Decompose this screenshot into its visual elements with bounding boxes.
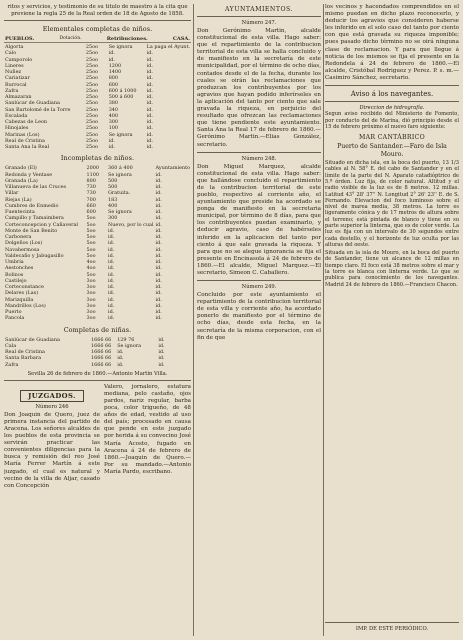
casa-cell: id.	[155, 215, 162, 222]
retribucion-cell: Se ignora	[108, 209, 132, 215]
retribucion-cell: 400	[108, 112, 119, 119]
casa-cell: id.	[155, 234, 162, 240]
table-row	[4, 165, 191, 171]
table-ninas	[4, 337, 191, 368]
dotacion-cell: 800	[86, 177, 96, 184]
dotacion-cell: 5oo	[86, 215, 96, 222]
table-elementales	[4, 44, 191, 150]
casa-cell: id.	[155, 184, 162, 190]
pueblo-cell: Marizquilla	[5, 296, 34, 303]
retribucion-cell: 400	[108, 202, 118, 209]
dotacion-cell: 25oo	[85, 75, 98, 82]
casa-cell: id.	[146, 137, 153, 144]
dotacion-cell: 730	[86, 190, 96, 197]
casa-cell: id.	[146, 69, 153, 75]
dotacion-cell: 25oo	[85, 131, 98, 138]
casa-cell: id.	[146, 119, 153, 125]
pueblo-cell: Sanlúcar de Guadiana	[5, 100, 60, 107]
dotacion-cell: 5oo	[86, 271, 96, 278]
casa-cell: id.	[158, 361, 165, 368]
retribucion-cell: id.	[108, 50, 115, 57]
casa-cell: id.	[146, 56, 153, 63]
retribucion-cell: id.	[108, 144, 115, 150]
dotacion-cell: 5oo	[86, 246, 96, 253]
pueblo-cell: Zafra	[5, 87, 19, 94]
divider	[4, 380, 191, 381]
dotacion-cell: 1666 66	[91, 355, 112, 362]
pueblo-cell: Nuñez	[5, 69, 22, 75]
dotacion-cell: 1666 66	[91, 349, 112, 355]
retribucion-cell: id.	[108, 290, 115, 297]
dotacion-cell: 25oo	[85, 137, 98, 144]
aviso-title: Aviso á los navegantes.	[350, 90, 434, 99]
dotacion-cell: 5oo	[86, 227, 96, 234]
notice-text-249: Concluido por este ayuntamiento el repartimiento de la contribucion territorial de esta villa y corriente año, ha acordado ponerlo de manifiesto por el término de ocho días, desde esta fecha, en la secretaría de la misma corporacion, con el fin de que	[197, 292, 321, 341]
retribucion-cell: 300	[108, 215, 118, 222]
juzgados-title: JUZGADOS.	[20, 390, 84, 402]
retribucion-cell: id.	[108, 240, 115, 247]
dotacion-cell: 25oo	[85, 44, 98, 50]
notice-number-248: Número 248.	[241, 155, 277, 162]
dotacion-cell: 25oo	[85, 56, 98, 63]
casa-cell: Ayuntamiento	[155, 165, 190, 172]
notice-text-248: Don Miguel Marquez, alcalde constitucional de esta villa. Hago saber: que hallándose concluido el repartimiento de la contribucion territorial de este pueblo, respectivo al corriente año, el ayuntamiento que preside ha acordado se ponga de manifiesto en la secretaria municipal, por término de 8 días, para que los contribuyentes puedan examinarlo, y deducir agravio, caso de habérseles inferido en la aplicacion del tanto por ciento á que sale gravada la riqueza. Y para que no se alegue ignorancia se fija el presente en Encinasola á 24 de febrero de 1860.—El alcalde, Miguel Marquez.—El secretario, Simeon C. Caballero.	[197, 163, 321, 276]
pueblo-cell: Almazaran	[5, 94, 32, 100]
casa-cell: id.	[155, 315, 162, 322]
retribucion-cell: id.	[108, 56, 115, 63]
casa-cell: id.	[155, 190, 162, 197]
pueblo-cell: Sanlúcar de Guadiana	[5, 336, 60, 343]
puerto-text: Situado en dicha isla, en la boca del puerto, 13 1/3 cables al N. 58° E. del cabo de Santander y en el límite de la parte del N. Aparato catadióptrico de 5.ª órden. Luz fija, de color natural. Altitud y el radio visible de la luz es de 8 metros. 12 millas. Latitud 43° 28' 37'' N. Longitud 2° 26' 23'' E. de S. Fernando. Elevacion del foco luminoso sobre el nivel de marea media, 38 metros. La torre es ligeramente cónica y de 17 metros de altura sobre el terreno; está pintada de blanco y tiene en su parte superior la linterna, que es de color verde. La luz es fija con un intervalo de 30 segundos entre cada destello, y el horizonte de luz oculta por las alturas del oeste.	[325, 160, 459, 248]
pueblo-cell: San Bartolomé de la Torre	[5, 106, 71, 113]
dotacion-cell: 2000	[86, 165, 99, 172]
header-pueblos: PUEBLOS.	[5, 36, 35, 42]
divider	[197, 16, 321, 17]
casa-cell: id.	[155, 240, 162, 247]
casa-cell: id.	[155, 271, 162, 278]
retribucion-cell: Nuevo, por lo cual	[108, 221, 154, 228]
casa-cell: id.	[146, 144, 153, 150]
retribucion-cell: id.	[108, 271, 115, 278]
pueblo-cell: Castilejo	[5, 277, 27, 284]
dotacion-cell: 25oo	[85, 62, 98, 69]
pueblo-cell: Burrocal	[5, 81, 27, 88]
pueblo-cell: Santa Barbara	[5, 355, 41, 362]
casa-cell: id.	[155, 202, 162, 209]
retribucion-cell: id.	[108, 252, 115, 259]
casa-cell: id.	[155, 302, 162, 309]
dotacion-cell: 25oo	[85, 112, 98, 119]
pueblo-cell: Cala	[5, 342, 17, 349]
casa-cell: id.	[155, 290, 162, 297]
dotacion-cell: 3oo	[86, 284, 96, 290]
pueblo-cell: Delares (Las)	[5, 290, 39, 297]
retribucion-cell: Se ignora	[108, 44, 133, 50]
dotacion-cell: 4oo	[86, 265, 96, 272]
juzgados-continuation	[104, 384, 191, 476]
juzgados-text-b: Valero, jornalero, estatura mediana, pelo castaño, ojos pardos, nariz regular, barba poca, color trigueño, de 48 años de edad, vestido al uso del país; procesado en causa que pende en este juzgado por herida á su convecino José María Acosto, fugado en Aracena á 24 de febrero de 1860.—Joaquin de Quero.—Por su mandado.—Antonio María Pardo, escribano.	[104, 383, 191, 475]
casa-cell: id.	[158, 336, 165, 343]
pueblo-cell: Riejas (La)	[5, 196, 32, 203]
casa-cell: La paga el Ayunt.	[146, 44, 190, 50]
retribucion-cell: 600	[108, 81, 119, 88]
retribucion-cell: id.	[108, 265, 115, 272]
dotacion-cell: 3oo	[86, 302, 96, 309]
casa-cell: id.	[146, 94, 153, 100]
dotacion-cell: 1666 66	[91, 361, 112, 368]
retribucion-cell: id.	[108, 315, 115, 322]
retribucion-cell: id.	[108, 234, 115, 240]
pueblo-cell: Villar	[5, 190, 19, 197]
dotacion-cell: 5oo	[86, 240, 96, 247]
casa-cell: id.	[146, 106, 153, 113]
pueblo-cell: Aestonches	[5, 265, 34, 272]
table-incompletas	[4, 165, 191, 321]
casa-cell: id.	[155, 284, 162, 290]
column-middle	[197, 4, 321, 636]
dotacion-cell: 600	[86, 209, 96, 215]
casa-cell: id.	[158, 355, 165, 362]
pueblo-cell: Calo	[5, 50, 17, 57]
table-header	[4, 36, 191, 43]
dotacion-cell: 25oo	[85, 81, 98, 88]
pueblo-cell: Algorta	[5, 44, 24, 50]
retribucion-cell: 129 76	[117, 336, 135, 343]
aviso-text: Segun aviso recibido del Ministerio de Fomento, por conducto del de Marina, dió principio desde el 15 de febrero próximo el nuevo faro siguiente:	[325, 111, 459, 130]
pueblo-cell: Real de Cristina	[5, 349, 45, 355]
retribucion-cell: id.	[108, 277, 115, 284]
puerto-text-2: Situada en la isla de Mouro, en la boca del puerto de Santander, tiene un alcance de 12 millas en tiempo claro. El foco está 38 metros sobre el mar y la torre es blanca con linterna verde. Lo que se publica para conocimiento de los navegantes. Madrid 24 de febrero de 1860.—Francisco Chacon.	[325, 250, 459, 288]
table-row	[4, 337, 191, 343]
juzgados-text-a: Don Joaquin de Quero, juez de primera instancia del partido de Aracena. Los señores alcaldes de los pueblos de esta provincia se servirán practicar las convenientes diligencias para la busca y remisión del reo José María Ferrer Martín á este juzgado, el cual es natural y vecino de la villa de Aljar, casado con Concepción	[4, 411, 100, 489]
retribucion-cell: 500	[108, 184, 118, 190]
casa-cell: id.	[155, 252, 162, 259]
section-title-ninas: Completas de niñas.	[63, 325, 132, 334]
header-retribuciones: Retribuciones.	[106, 36, 148, 42]
retribucion-cell: id.	[108, 246, 115, 253]
dateline: Sevilla 26 de febrero de 1860.—Antonio Martin Villa.	[27, 370, 168, 377]
dotacion-cell: 25oo	[85, 69, 98, 75]
column-right	[325, 4, 459, 636]
retribucion-cell: id.	[108, 302, 115, 309]
casa-cell: id.	[158, 342, 165, 349]
pueblo-cell: Corteconstance	[5, 284, 44, 290]
table-row	[4, 362, 191, 368]
pueblo-cell: Santa Ana la Real	[5, 144, 50, 150]
dotacion-cell: 3oo	[86, 309, 96, 315]
column-rule	[193, 4, 194, 636]
direccion-title: Direccion de hidrografía.	[359, 105, 425, 112]
retribucion-cell: 100	[108, 125, 119, 132]
divider	[325, 85, 459, 86]
casa-cell: id.	[155, 277, 162, 284]
dotacion-cell: 25oo	[85, 87, 98, 94]
casa-cell: id.	[146, 75, 153, 82]
pueblo-cell: Puerto	[5, 309, 22, 315]
dotacion-cell: 25oo	[85, 106, 98, 113]
section-title-elementales: Elementales completas de niños.	[42, 25, 153, 33]
retribucion-cell: 800	[108, 75, 119, 82]
casa-cell: id.	[155, 177, 162, 184]
dotacion-cell: 4oo	[86, 259, 96, 265]
retribucion-cell: 360 á 400	[108, 165, 133, 172]
pueblo-cell: Marinas (Los)	[5, 131, 40, 138]
section-title-incompletas: Incompletas de niños.	[60, 154, 135, 163]
pueblo-cell: Granada (La)	[5, 177, 38, 184]
retribucion-cell: 600 á 1000	[108, 87, 137, 94]
pueblo-cell: Camporolo	[5, 56, 33, 63]
pueblo-cell: Cariatizar	[5, 75, 30, 82]
mar-title: MAR CANTÁBRICO	[359, 134, 425, 142]
retribucion-cell: 500	[108, 177, 118, 184]
retribucion-cell: 300	[108, 119, 119, 125]
retribucion-cell: 500 á 600	[108, 94, 134, 100]
dotacion-cell: 3oo	[86, 277, 96, 284]
retribucion-cell: id.	[108, 309, 115, 315]
divider	[197, 152, 321, 153]
casa-cell: id.	[146, 131, 153, 138]
header-dotacion: Dotación.	[59, 36, 82, 41]
casa-cell: id.	[155, 221, 162, 228]
imprenta-footer: IMP. DE ESTE PERIÓDICO.	[325, 622, 459, 632]
casa-cell: id.	[155, 209, 162, 215]
retribucion-cell: Se ignora	[117, 342, 142, 349]
pueblo-cell: Escalada	[5, 112, 28, 119]
pueblo-cell: Bolinos	[5, 271, 24, 278]
notice-text-continued: los vecinos y hacendados comprendidos en el mismo puedan en dicho plazo reconocerlo, y deducir los agravios que consideren haberse les inferido en el solo caso del tanto por ciento con que está gravada su riqueza imponible; pues pasado dicho término no se oirá ninguna clase de reclamacion. Y para que llegue á noticia de los mismos se fija el presente en la Redondela á 24 de febrero de 1860.—El alcalde, Cristóbal Rodriguez y Perez. P. s. m.—Casimiro Sánchez, secretario.	[325, 4, 459, 81]
retribucion-cell: id.	[108, 259, 115, 265]
casa-cell: id.	[155, 296, 162, 303]
dotacion-cell: 5oo	[86, 252, 96, 259]
retribucion-cell: 380	[108, 100, 119, 107]
intro-text: ritos y servicios, y testimonio de su título de maestro á la cita que previene la regla 25 de la Real orden de 18 de Agosto de 1858.	[7, 4, 188, 17]
divider	[4, 20, 191, 21]
casa-cell: id.	[155, 227, 162, 234]
pueblo-cell: Pancola	[5, 315, 25, 322]
casa-cell: id.	[146, 112, 153, 119]
casa-cell: id.	[155, 171, 162, 178]
pueblo-cell: Valdecaño y Jabugasillo	[5, 252, 64, 259]
pueblo-cell: Lineres	[5, 62, 24, 69]
dotacion-cell: 3oo	[86, 290, 96, 297]
ayuntamientos-title: AYUNTAMIENTOS.	[224, 6, 294, 13]
pueblo-cell: Redonda y Ventase	[5, 171, 53, 178]
casa-cell: id.	[146, 100, 153, 107]
notice-text-247: Don Gerónimo Martin, alcalde constitucional de esta villa. Hago saber: que el repartimiento de la contribucion territorial de esta villa se halla concluido y de manifiesto en la secretaría de este municipalidad, por el término de ocho días, contados desde el de la fecha, durante los cuales se oirán las reclamaciones que produzcan los contribuyentes por los agravios que hayan podido inferírseles en la aplicación del tanto por ciento que sale gravada la riqueza, en perjuicio del resultado que ofrezcan las reclamaciones que tiene pendiente este ayuntamiento. Santa Ana la Real 17 de febrero de 1860.—Gerónimo Martin.—Elias González, secretario.	[197, 28, 321, 148]
casa-cell: id.	[155, 265, 162, 272]
dotacion-cell: 1666 66	[91, 342, 112, 349]
casa-cell: id.	[155, 246, 162, 253]
casa-cell: id.	[155, 259, 162, 265]
dotacion-cell: 1666 66	[91, 336, 112, 343]
retribucion-cell: Gratuita.	[108, 190, 131, 197]
table-row	[4, 144, 191, 150]
dotacion-cell: 1100	[86, 171, 99, 178]
casa-cell: id.	[158, 349, 165, 355]
dotacion-cell: 25oo	[85, 100, 98, 107]
retribucion-cell: Se ignora	[108, 171, 132, 178]
dotacion-cell: 25oo	[85, 125, 98, 132]
notice-number-247: Número 247.	[241, 20, 277, 26]
casa-cell: id.	[146, 62, 153, 69]
pueblo-cell: Hinojales	[5, 125, 29, 132]
pueblo-cell: Carbonera	[5, 234, 32, 240]
retribucion-cell: id.	[108, 137, 115, 144]
retribucion-cell: id.	[108, 227, 115, 234]
dotacion-cell: 5oo	[86, 221, 96, 228]
retribucion-cell: 1200	[108, 62, 122, 69]
pueblo-cell: Fuentecinta	[5, 209, 35, 215]
dotacion-cell: 700	[86, 196, 96, 203]
pueblo-cell: Mandrillos (Los)	[5, 302, 46, 309]
dotacion-cell: 3oo	[86, 296, 96, 303]
casa-cell: id.	[146, 81, 153, 88]
notice-number-249: Número 249.	[241, 284, 277, 291]
dotacion-cell: 25oo	[85, 119, 98, 125]
dotacion-cell: 5oo	[86, 234, 96, 240]
casa-cell: id.	[155, 309, 162, 315]
retribucion-cell: id.	[108, 296, 115, 303]
juzgados-number: Número 246	[35, 403, 69, 410]
pueblo-cell: Dolgeños (Los)	[5, 240, 43, 247]
dotacion-cell: 25oo	[85, 94, 98, 100]
dotacion-cell: 25oo	[85, 144, 98, 150]
juzgados-block	[4, 384, 100, 490]
pueblo-cell: Corteconcepcion y Cañaveral	[5, 221, 78, 228]
header-casa: CASA.	[172, 36, 190, 42]
retribucion-cell: id.	[117, 355, 124, 362]
pueblo-cell: Monte de San Benito	[5, 227, 58, 234]
dotacion-cell: 3oo	[86, 315, 96, 322]
retribucion-cell: id.	[108, 284, 115, 290]
retribucion-cell: Se ignora	[108, 131, 133, 138]
casa-cell: id.	[146, 87, 153, 94]
dotacion-cell: 730	[86, 184, 96, 190]
pueblo-cell: Cumbres de Enmedio	[5, 202, 59, 209]
retribucion-cell: id.	[117, 361, 124, 368]
retribucion-cell: 340	[108, 106, 119, 113]
pueblo-cell: Umbría	[5, 259, 24, 265]
pueblo-cell: Granado (El)	[5, 165, 37, 172]
pueblo-cell: Cabezas de Leon	[5, 119, 48, 125]
table-row	[4, 355, 191, 361]
dotacion-cell: 25oo	[85, 50, 98, 57]
pueblo-cell: Campillo y Tamaimbera	[5, 215, 64, 222]
pueblo-cell: Navahermosa	[5, 246, 40, 253]
table-row	[4, 315, 191, 321]
retribucion-cell: id.	[117, 349, 124, 355]
puerto-title: Puerto de Santander.—Faro de Isla Mouro.	[337, 143, 447, 158]
divider	[325, 101, 459, 102]
casa-cell: id.	[146, 125, 153, 132]
divider	[197, 280, 321, 281]
pueblo-cell: Zafra	[5, 361, 19, 368]
pueblo-cell: Real de Cristina	[5, 137, 45, 144]
casa-cell: id.	[146, 50, 153, 57]
column-rule	[323, 4, 324, 636]
casa-cell: id.	[155, 196, 162, 203]
retribucion-cell: 1400	[108, 69, 122, 75]
pueblo-cell: Villanueva de las Cruces	[5, 184, 66, 190]
column-left	[4, 4, 191, 636]
dotacion-cell: 660	[86, 202, 96, 209]
retribucion-cell: 183	[108, 196, 118, 203]
